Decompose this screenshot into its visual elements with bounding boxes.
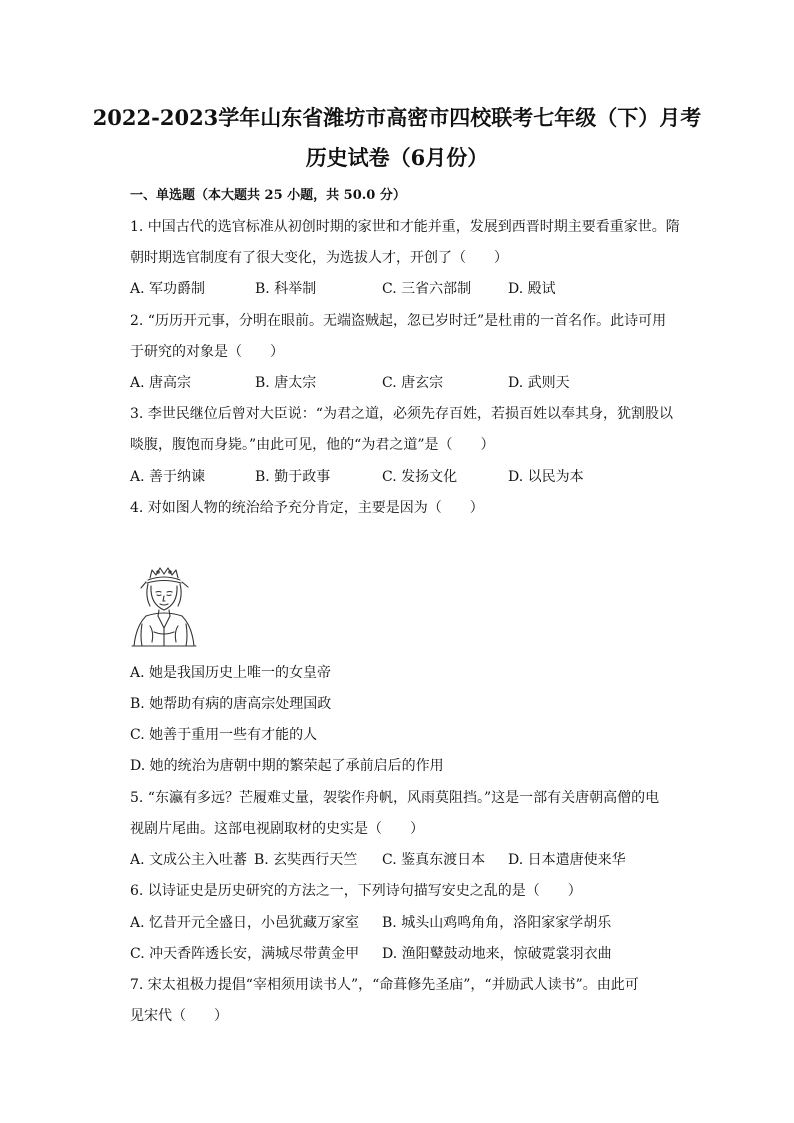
question-5-option-d[interactable]: D. 日本遣唐使来华 <box>508 852 626 868</box>
question-6-text-line1: 6. 以诗证史是历史研究的方法之一，下列诗句描写安史之乱的是（ ） <box>130 883 582 899</box>
question-2-option-b[interactable]: B. 唐太宗 <box>255 375 317 391</box>
question-4-option-d[interactable]: D. 她的统治为唐朝中期的繁荣起了承前启后的作用 <box>130 758 444 774</box>
question-5-text-line1: 5. “东瀛有多远？芒履难丈量，袈裟作舟帆，风雨莫阻挡。”这是一部有关唐朝高僧的电 <box>130 790 660 806</box>
question-3-option-a[interactable]: A. 善于纳谏 <box>130 469 206 485</box>
question-2-option-a[interactable]: A. 唐高宗 <box>130 375 192 391</box>
question-5-option-c[interactable]: C. 鉴真东渡日本 <box>382 852 486 868</box>
question-6-option-b[interactable]: B. 城头山鸡鸣角角，洛阳家家学胡乐 <box>382 915 612 931</box>
wu-zetian-portrait-illustration <box>128 566 200 648</box>
exam-title-line1: 2022-2023学年山东省潍坊市高密市四校联考七年级（下）月考 <box>92 105 702 130</box>
question-1-text-line1: 1. 中国古代的选官标准从初创时期的家世和才能并重，发展到西晋时期主要看重家世。隋 <box>130 219 680 235</box>
question-2-text-line1: 2. “历历开元事，分明在眼前。无端盗贼起，忽已岁时迁”是杜甫的一首名作。此诗可用 <box>130 313 667 329</box>
question-2-text-line2: 于研究的对象是（ ） <box>130 344 284 360</box>
question-1-option-c[interactable]: C. 三省六部制 <box>382 281 472 297</box>
question-5-text-line2: 视剧片尾曲。这部电视剧取材的史实是（ ） <box>130 821 424 837</box>
section-heading: 一、单选题（本大题共 25 小题，共 50.0 分） <box>130 188 406 203</box>
question-4-text-line1: 4. 对如图人物的统治给予充分肯定，主要是因为（ ） <box>130 500 484 516</box>
question-3-option-d[interactable]: D. 以民为本 <box>508 469 584 485</box>
question-5-option-b[interactable]: B. 玄奘西行天竺 <box>254 852 358 868</box>
question-4-option-c[interactable]: C. 她善于重用一些有才能的人 <box>130 727 318 743</box>
question-1-option-d[interactable]: D. 殿试 <box>508 281 556 297</box>
exam-title-line2: 历史试卷（6月份） <box>305 145 489 170</box>
question-3-option-b[interactable]: B. 勤于政事 <box>255 469 331 485</box>
question-4-option-b[interactable]: B. 她帮助有病的唐高宗处理国政 <box>130 696 332 712</box>
question-3-text-line2: 啖腹，腹饱而身毙。”由此可见，他的“为君之道”是（ ） <box>130 437 495 453</box>
question-7-text-line1: 7. 宋太祖极力提倡“宰相须用读书人”，“命葺修先圣庙”，“并励武人读书”。由此可 <box>130 977 639 993</box>
question-2-option-c[interactable]: C. 唐玄宗 <box>382 375 444 391</box>
question-1-option-b[interactable]: B. 科举制 <box>255 281 317 297</box>
question-5-option-a[interactable]: A. 文成公主入吐蕃 <box>130 852 248 868</box>
question-6-option-d[interactable]: D. 渔阳鼙鼓动地来，惊破霓裳羽衣曲 <box>382 946 612 962</box>
question-1-option-a[interactable]: A. 军功爵制 <box>130 281 206 297</box>
question-2-option-d[interactable]: D. 武则天 <box>508 375 570 391</box>
question-6-option-c[interactable]: C. 冲天香阵透长安，满城尽带黄金甲 <box>130 946 360 962</box>
question-4-option-a[interactable]: A. 她是我国历史上唯一的女皇帝 <box>130 665 332 681</box>
question-3-text-line1: 3. 李世民继位后曾对大臣说：“为君之道，必须先存百姓，若损百姓以奉其身，犹割股以 <box>130 406 673 422</box>
question-6-option-a[interactable]: A. 忆昔开元全盛日，小邑犹藏万家室 <box>130 915 360 931</box>
question-7-text-line2: 见宋代（ ） <box>130 1008 228 1024</box>
question-1-text-line2: 朝时期选官制度有了很大变化，为选拔人才，开创了（ ） <box>130 250 508 266</box>
question-3-option-c[interactable]: C. 发扬文化 <box>382 469 458 485</box>
